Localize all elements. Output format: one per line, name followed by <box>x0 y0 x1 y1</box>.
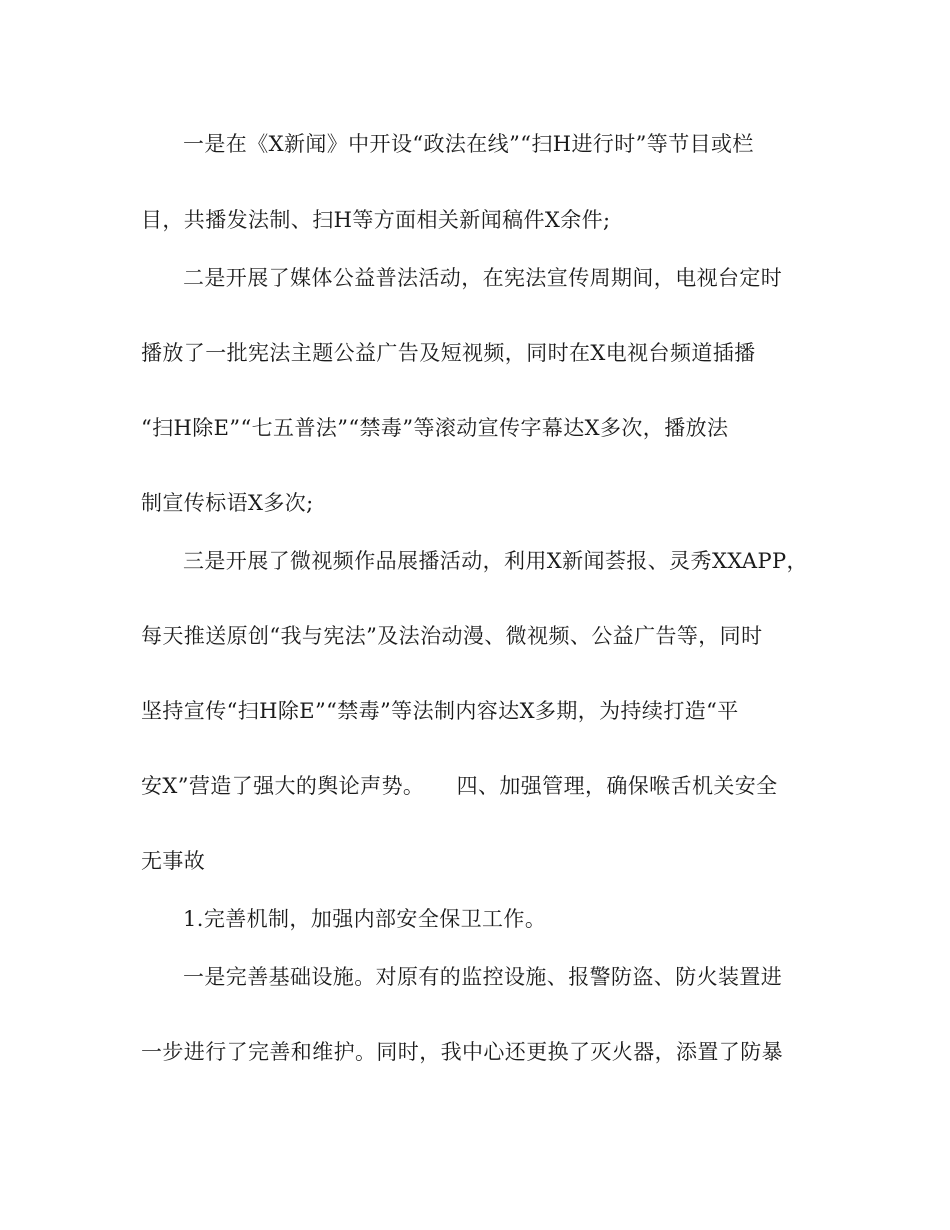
paragraph-line: 一是在《X新闻》中开设“政法在线”“扫H进行时”等节目或栏 <box>183 132 754 156</box>
paragraph-line: 坚持宣传“扫H除E”“禁毒”等法制内容达X多期，为持续打造“平 <box>141 699 739 723</box>
paragraph-line: “扫H除E”“七五普法”“禁毒”等滚动宣传字幕达X多次，播放法 <box>141 416 729 440</box>
paragraph-line: 播放了一批宪法主题公益广告及短视频，同时在X电视台频道插播 <box>141 341 756 365</box>
paragraph-line: 三是开展了微视频作品展播活动，利用X新闻荟报、灵秀XXAPP， <box>183 549 808 573</box>
paragraph-line: 安X”营造了强大的舆论声势。 四、加强管理，确保喉舌机关安全 <box>141 774 778 798</box>
paragraph-line: 每天推送原创“我与宪法”及法治动漫、微视频、公益广告等，同时 <box>141 624 763 648</box>
paragraph-line: 目，共播发法制、扫H等方面相关新闻稿件X余件; <box>141 208 611 232</box>
paragraph-line: 一步进行了完善和维护。同时，我中心还更换了灭火器，添置了防暴 <box>141 1040 783 1064</box>
paragraph-line: 一是完善基础设施。对原有的监控设施、报警防盗、防火装置进 <box>183 965 783 989</box>
paragraph-line: 无事故 <box>141 849 206 873</box>
section-heading: 1.完善机制，加强内部安全保卫工作。 <box>183 907 547 931</box>
paragraph-line: 二是开展了媒体公益普法活动，在宪法宣传周期间，电视台定时 <box>183 266 783 290</box>
paragraph-line: 制宣传标语X多次; <box>141 491 314 515</box>
